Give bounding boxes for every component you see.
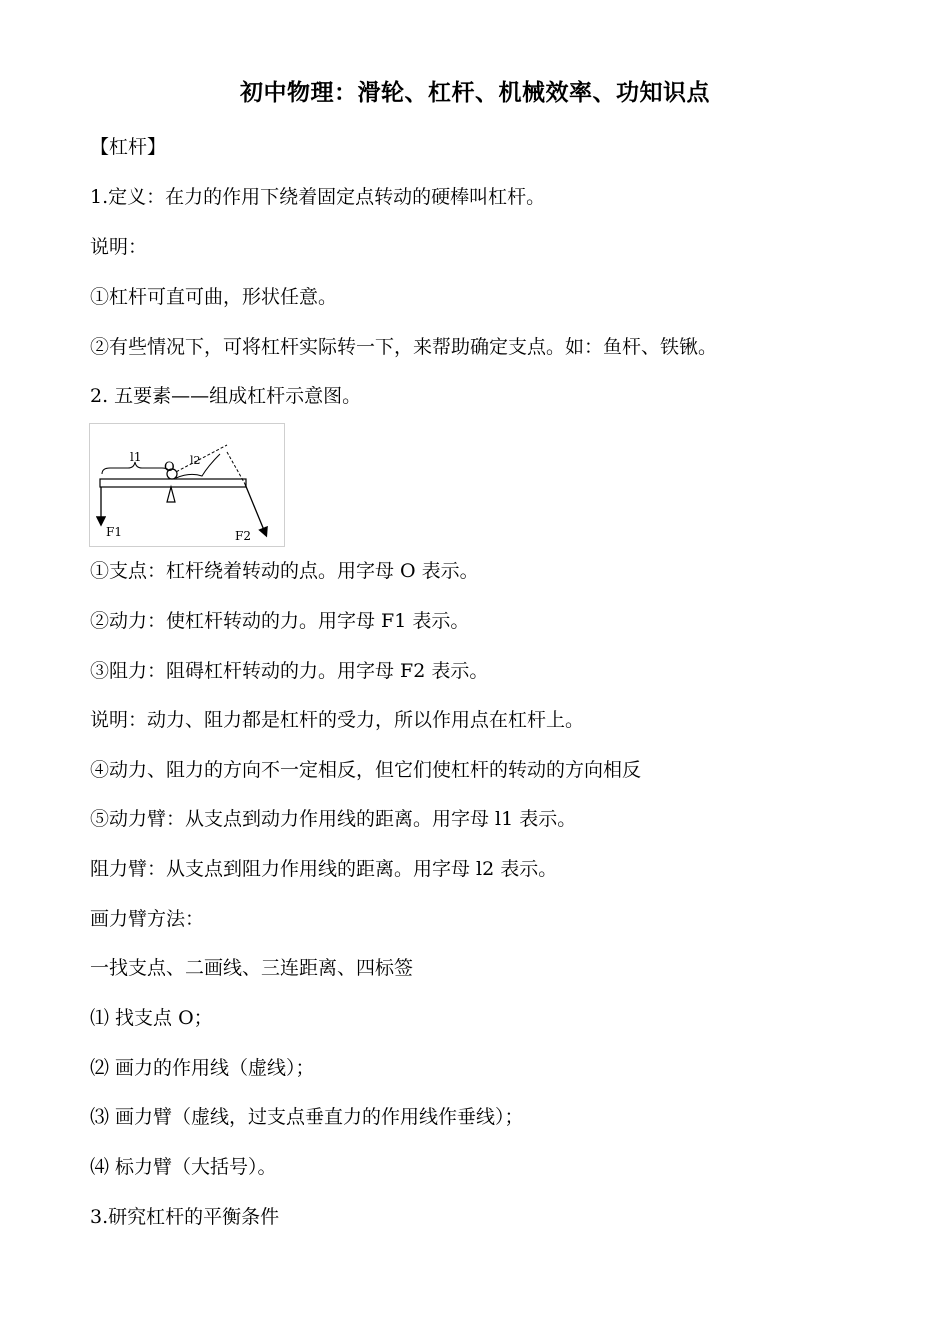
arm-step-2: ⑵ 画力的作用线（虚线）；: [90, 1057, 315, 1079]
element-resistance: ③阻力：阻碍杠杆转动的力。用字母 F2 表示。: [90, 660, 489, 682]
label-f1: F1: [106, 525, 122, 539]
arm-step-4: ⑷ 标力臂（大括号）。: [90, 1156, 277, 1178]
element-resistance-arm: 阻力臂：从支点到阻力作用线的距离。用字母 l2 表示。: [90, 858, 558, 880]
section-heading-lever: 【杠杆】: [90, 136, 167, 158]
fulcrum-triangle: [167, 487, 175, 502]
element-direction: ④动力、阻力的方向不一定相反，但它们使杠杆的转动的方向相反: [90, 759, 642, 781]
note-item-2: ②有些情况下，可将杠杆实际转一下，来帮助确定支点。如：鱼杆、铁锹。: [90, 336, 718, 358]
element-effort: ②动力：使杠杆转动的力。用字母 F1 表示。: [90, 610, 470, 632]
label-o: O: [164, 460, 175, 475]
note-item-1: ①杠杆可直可曲，形状任意。: [90, 286, 338, 308]
arm-step-1: ⑴ 找支点 O；: [90, 1007, 213, 1029]
balance-condition-heading: 3.研究杠杆的平衡条件: [90, 1206, 280, 1228]
lever-bar: [100, 479, 246, 487]
lever-diagram-svg: [90, 424, 284, 546]
label-l2: l2: [190, 454, 201, 467]
arm-method-heading: 画力臂方法：: [90, 908, 205, 930]
definition-line: 1.定义：在力的作用下绕着固定点转动的硬棒叫杠杆。: [90, 186, 546, 208]
note-label: 说明：: [90, 236, 148, 258]
five-elements-heading: 2. 五要素——组成杠杆示意图。: [90, 385, 362, 407]
page-title: 初中物理：滑轮、杠杆、机械效率、功知识点: [240, 79, 710, 106]
element-effort-arm: ⑤动力臂：从支点到动力作用线的距离。用字母 l1 表示。: [90, 808, 577, 830]
arm-method-summary: 一找支点、二画线、三连距离、四标签: [90, 957, 414, 979]
force-f2-arrow: [245, 484, 266, 535]
element-fulcrum: ①支点：杠杆绕着转动的点。用字母 O 表示。: [90, 560, 479, 582]
label-l1: l1: [130, 450, 142, 464]
lever-diagram: [89, 423, 285, 547]
forces-note: 说明：动力、阻力都是杠杆的受力，所以作用点在杠杆上。: [90, 709, 585, 731]
label-f2: F2: [235, 529, 251, 543]
arm-step-3: ⑶ 画力臂（虚线，过支点垂直力的作用线作垂线）；: [90, 1106, 524, 1128]
